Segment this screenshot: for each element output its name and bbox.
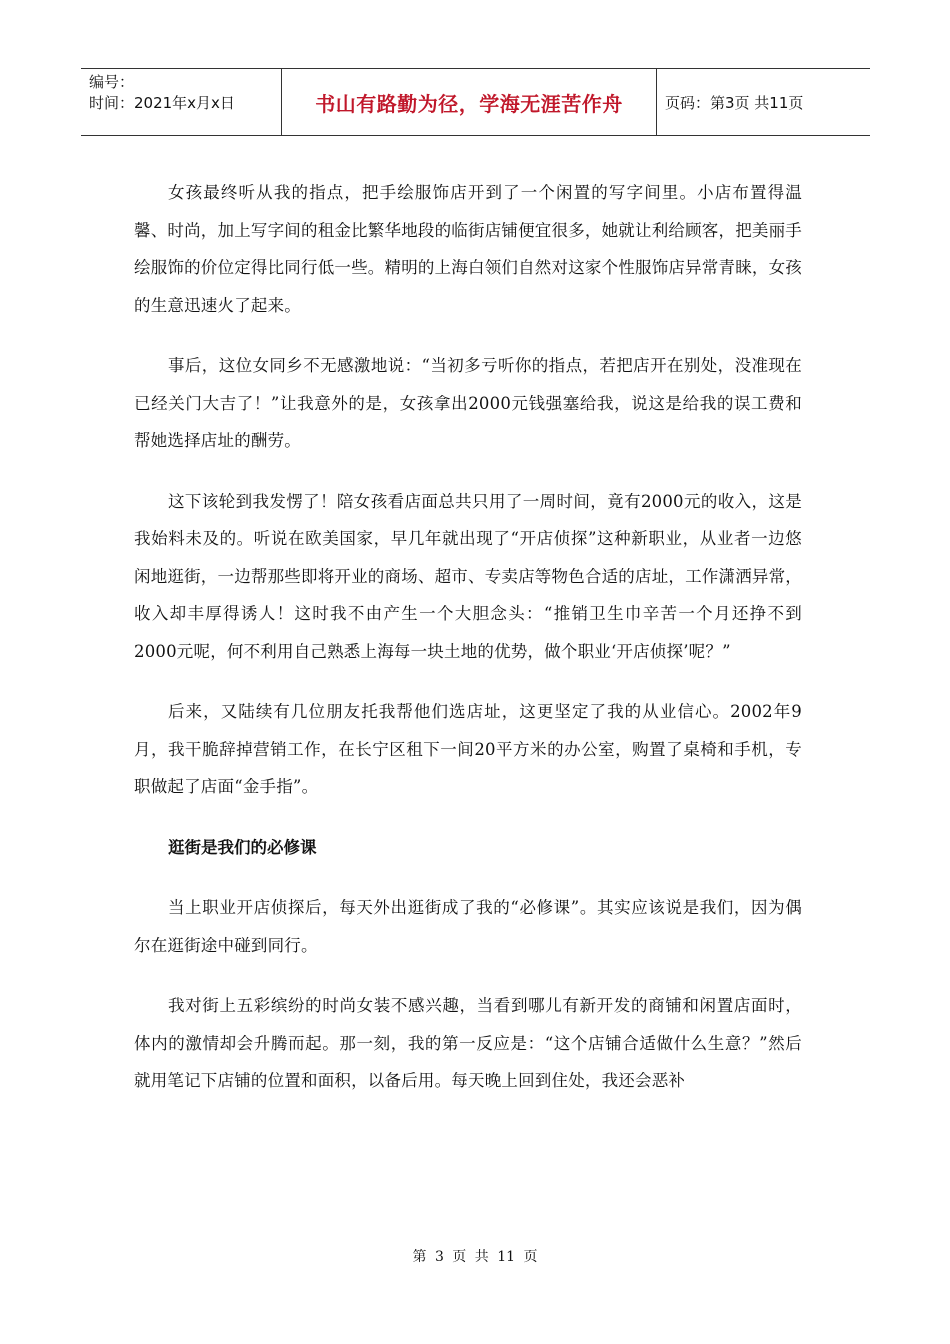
header-meta (81, 69, 281, 135)
header-page-number: 页码：第3页 共11页 (665, 93, 804, 112)
document-date-label: 时间：2021年x月x日 (89, 94, 235, 112)
page-header (81, 68, 870, 136)
header-motto: 书山有路勤为径，学海无涯苦作舟 (281, 69, 657, 135)
paragraph-2: 事后，这位女同乡不无感激地说：“当初多亏听你的指点，若把店开在别处，没准现在已经关门大吉了！”让我意外的是，女孩拿出2000元钱强塞给我，说这是给我的误工费和帮她选择店址的酬劳。 (134, 356, 802, 450)
section-heading: 逛街是我们的必修课 (168, 837, 317, 857)
document-body (134, 174, 802, 1123)
paragraph-4: 后来，又陆续有几位朋友托我帮他们选店址，这更坚定了我的从业信心。2002年9月，我干脆辞掉营销工作，在长宁区租下一间20平方米的办公室，购置了桌椅和手机，专职做起了店面“金手指”。 (134, 702, 802, 796)
paragraph-6: 我对街上五彩缤纷的时尚女装不感兴趣，当看到哪儿有新开发的商铺和闲置店面时，体内的激情却会升腾而起。那一刻，我的第一反应是：“这个店铺合适做什么生意？”然后就用笔记下店铺的位置和面积，以备后用。每天晚上回到住处，我还会恶补 (134, 996, 802, 1090)
page-footer: 第 3 页 共 11 页 (412, 1249, 538, 1265)
paragraph-1: 女孩最终听从我的指点，把手绘服饰店开到了一个闲置的写字间里。小店布置得温馨、时尚，加上写字间的租金比繁华地段的临街店铺便宜很多，她就让利给顾客，把美丽手绘服饰的价位定得比同行低一些。精明的上海白领们自然对这家个性服饰店异常青睐，女孩的生意迅速火了起来。 (134, 183, 802, 315)
paragraph-5: 当上职业开店侦探后，每天外出逛街成了我的“必修课”。其实应该说是我们，因为偶尔在逛街途中碰到同行。 (134, 898, 802, 955)
paragraph-3: 这下该轮到我发愣了！陪女孩看店面总共只用了一周时间，竟有2000元的收入，这是我始料未及的。听说在欧美国家，早几年就出现了“开店侦探”这种新职业，从业者一边悠闲地逛街，一边帮那些即将开业的商场、超市、专卖店等物色合适的店址，工作潇洒异常，收入却丰厚得诱人！这时我不由产生一个大胆念头：“推销卫生巾辛苦一个月还挣不到2000元呢，何不利用自己熟悉上海每一块土地的优势，做个职业‘开店侦探’呢？” (134, 491, 802, 661)
document-number-label: 编号： (89, 73, 135, 91)
